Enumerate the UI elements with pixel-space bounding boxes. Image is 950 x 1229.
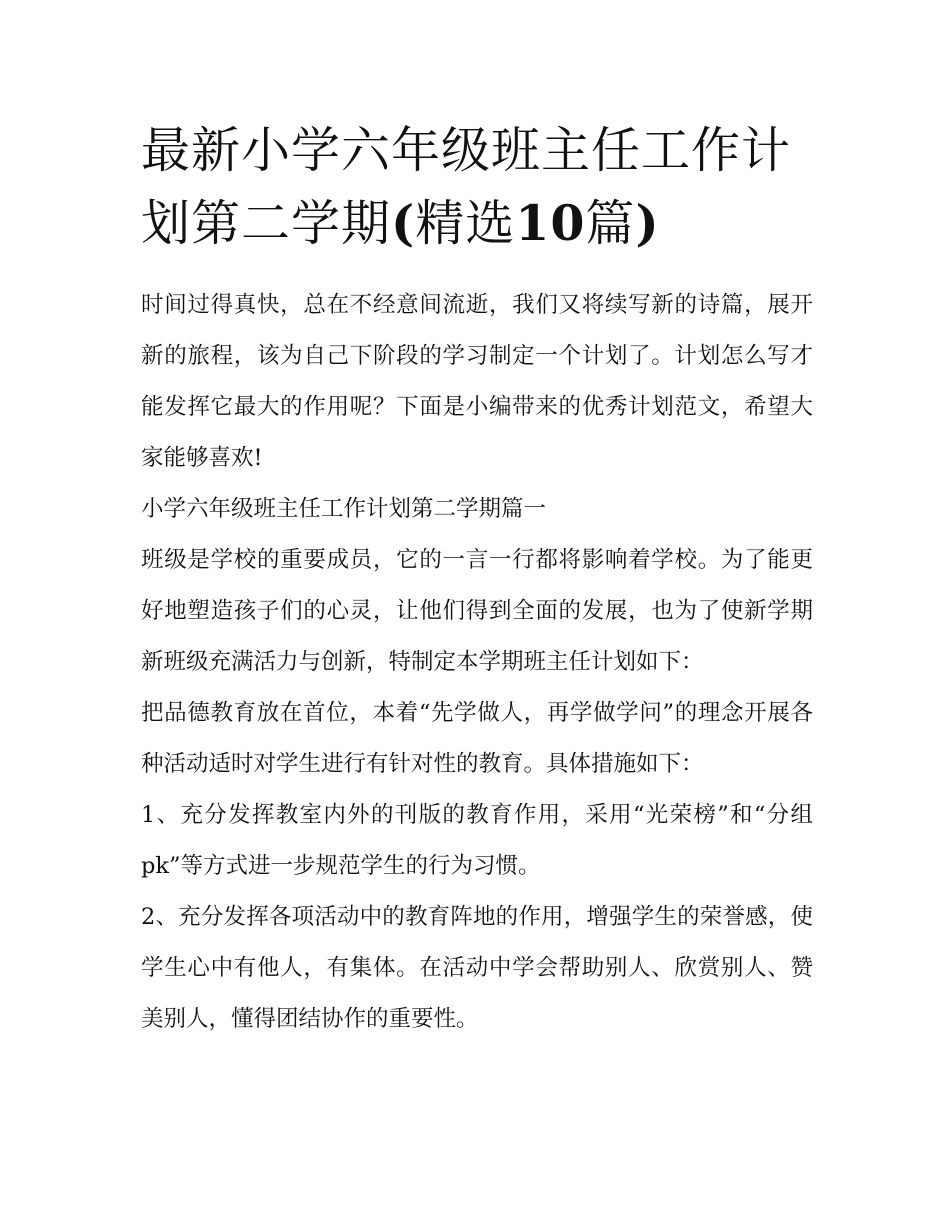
document-title: 最新小学六年级班主任工作计划第二学期(精选10篇) [141, 122, 792, 252]
body-paragraph: 班级是学校的重要成员，它的一言一行都将影响着学校。为了能更好地塑造孩子们的心灵，让他们得到全面的发展，也为了使新学期新班级充满活力与创新，特制定本学期班主任计划如下： [141, 547, 813, 675]
list-item: 1、充分发挥教室内外的刊版的教育作用，采用“光荣榜”和“分组pk”等方式进一步规范学生的行为习惯。 [141, 802, 813, 879]
section-heading: 小学六年级班主任工作计划第二学期篇一 [141, 496, 547, 522]
body-paragraph: 把品德教育放在首位，本着“先学做人，再学做学问”的理念开展各种活动适时对学生进行有针对性的教育。具体措施如下： [141, 700, 813, 777]
intro-paragraph: 时间过得真快，总在不经意间流逝，我们又将续写新的诗篇，展开新的旅程，该为自己下阶段的学习制定一个计划了。计划怎么写才能发挥它最大的作用呢？下面是小编带来的优秀计划范文，希望大家能够喜欢! [141, 292, 813, 471]
list-item: 2、充分发挥各项活动中的教育阵地的作用，增强学生的荣誉感，使学生心中有他人，有集体。在活动中学会帮助别人、欣赏别人、赞美别人，懂得团结协作的重要性。 [141, 904, 813, 1032]
document-page [141, 115, 813, 1045]
